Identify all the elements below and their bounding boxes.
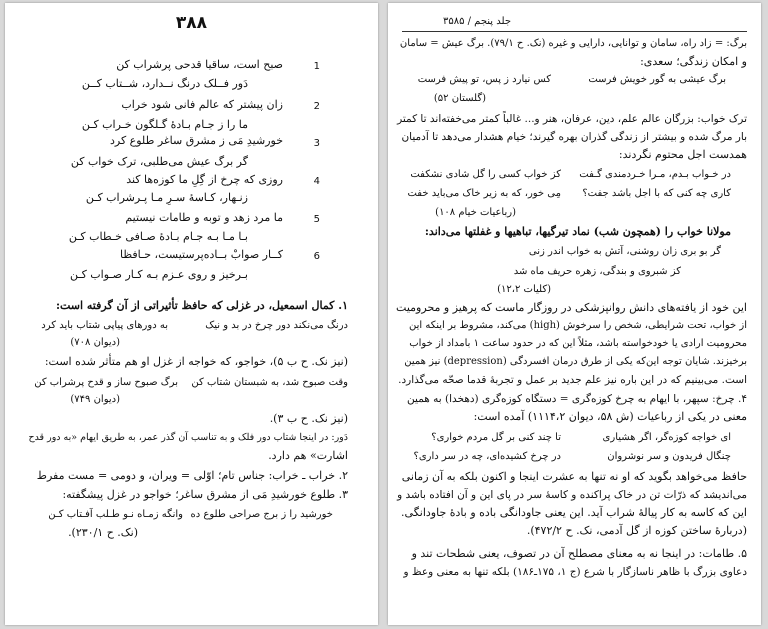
note-text: (نیز نک. ح ب ۵)، خواجو، که خواجه از غزل او هم متأثر شده است: — [44, 355, 348, 368]
paragraph-line: همدست اجل محتوم نگردند: — [618, 148, 747, 161]
source-citation: (گلستان ۵۲) — [433, 93, 486, 104]
source-citation: (رباعیات خیام ۱۰۸) — [435, 207, 516, 218]
verse-first-hemistich: صبح است، ساقیا قدحی پرشراب کن — [116, 58, 283, 71]
quoted-hemistich: مِی خور، که به زیر خاک می‌باید خفت — [407, 188, 561, 199]
source-citation: (دیوان ۷۰۸) — [70, 337, 120, 348]
note-heading: ۱. کمال اسمعیل، در غزلی که حافظ تأثیراتی از آن گرفته است: — [55, 299, 348, 312]
paragraph-line: معنی در یکی از رباعیات (ش ۵۸، دیوان ۱۱۱۴،۲) آمده است: — [473, 410, 747, 423]
paragraph-line: ترک خواب: بزرگان عالم علم، دین، عرفان، هنر و... غالباً کمتر می‌خفته‌اند تا کمتر — [397, 113, 747, 125]
paragraph-line: این خود از یافته‌های دانش روانپزشکی در روزگار ماست که پرهیز و محرومیت — [396, 301, 747, 314]
quoted-hemistich: گر بو بری زان روشنی، آتش به خواب اندر زنی — [528, 246, 721, 257]
paragraph-line: و امکان زندگی؛ سعدی: — [640, 55, 747, 68]
verse-number: 5 — [313, 214, 320, 225]
quoted-hemistich: درنگ می‌نکند دور چرخ در بد و نیک — [205, 320, 348, 331]
verse-first-hemistich: زان پیشتر که عالم فانی شود خراب — [121, 98, 283, 111]
paragraph-line: مولانا خواب را (همچون شب) نماد تیرگیها، تباهیها و غفلتها می‌داند: — [424, 225, 731, 238]
note-text: ۳. طلوع خورشیدِ مَی از مشرق ساغر؛ خواجو در غزل پیشگفته: — [62, 488, 348, 501]
paragraph-line: این که کاسه به کار پیالهٔ شراب آید. این یعنی جاودانگی باده و بادهٔ جاودانگی. — [401, 506, 747, 519]
quoted-hemistich: برگ صبوح ساز و قدح پرشراب کن — [34, 377, 178, 388]
quoted-hemistich: چنگال فریدون و سر نوشروان — [607, 451, 731, 462]
quoted-hemistich: برگ عیشی به گور خویش فرست — [588, 74, 726, 85]
verse-second-hemistich: زنـهار، کـاسهٔ سـرِ مـا پـرشراب کـن — [85, 191, 248, 204]
verse-first-hemistich: کــار صوابْ بــاده‌پرستیست، حـافظا — [120, 248, 283, 261]
note-text: دَور: در اینجا شتاب دور فلک و به تناسب آن گذر عمر، به طریق ایهام «به دور قدح — [28, 432, 348, 443]
paragraph-line: محرومیت ارادی یا خودخواسته باشد، مثلاً این که در حدود ساعت ۱ بامداد از خواب — [409, 338, 747, 349]
quoted-hemistich: وقت صبوح شد، به شبستان شتاب کن — [191, 377, 348, 388]
quoted-hemistich: کز خواب کسی را گل شادی نشکفت — [410, 169, 561, 180]
verse-number: 4 — [313, 176, 320, 187]
verse-first-hemistich: روزی که چرخ از گِلِ ما کوزه‌ها کند — [126, 173, 283, 186]
paragraph-line: برخیزند. شایان توجه این‌که یکی از طرق درمان افسردگی (depression) نیز همین — [404, 356, 747, 367]
header-rule — [402, 31, 747, 32]
paragraph-line: ۵. طامات: در اینجا نه به معنای مصطلح آن در تصوف، یعنی شطحات تند و — [411, 547, 747, 560]
paragraph-line: می‌اندیشد که ذرّات تن در خاک پراکنده و کاسهٔ سر در پای این و آن افتاده باشد و — [397, 489, 747, 501]
verse-number: 6 — [313, 251, 320, 262]
quoted-hemistich: تا چند کنی بر گل مردم خواری؟ — [431, 432, 561, 443]
quoted-hemistich: در چرخ کشیده‌ای، چه در سر داری؟ — [413, 451, 561, 462]
verse-second-hemistich: بـا مـا بـه جـام بـادهٔ صـافی خـطاب کـن — [68, 230, 248, 243]
note-text: ۲. خراب ـ خراب: جناس تام؛ اوّلی = ویران، و دومی = مست مفرط — [36, 469, 348, 482]
verse-number: 1 — [313, 61, 320, 72]
quoted-hemistich: در خـواب بـدم، مـرا خـردمندی گـفت — [579, 169, 731, 180]
verse-second-hemistich: گر برگ عیش می‌طلبی، ترک خواب کن — [70, 155, 248, 168]
paragraph-line: از خواب، تحت شرایطی، شخص را سرخوش (high) می‌کند، مشروط بر اینکه این — [409, 320, 747, 331]
note-text: (نیز نک. ح ب ۳). — [269, 412, 348, 425]
paragraph-line: برگ: = زاد راه، سامان و توانایی، دارایی و غیره (نک. ح ۷۹/۱). برگ عیش = سامان — [399, 38, 747, 49]
paragraph-line: دعاوی بزرگ با ظاهر ناسازگار با شرع (ج ۱، ۱۷۵ـ۱۸۶) بلکه تنها به معنی وعظ و — [403, 566, 747, 578]
quoted-hemistich: ای خواجه کوزه‌گر، اگر هشیاری — [602, 432, 731, 443]
verse-first-hemistich: خورشیدِ مَی ز مشرق ساغر طلوع کرد — [109, 134, 283, 147]
source-citation: (نک. ح ۲۳۰/۱). — [68, 526, 138, 539]
left-page — [5, 3, 378, 625]
verse-second-hemistich: ما را ز جـام بـادهٔ گـلگون خـراب کـن — [81, 118, 248, 131]
verse-first-hemistich: ما مرد زهد و توبه و طامات نیستیم — [125, 211, 283, 224]
paragraph-line: حافظ می‌خواهد بگوید که او نه تنها به عشرت اینجا و اکنون بلکه به آن زمانی — [401, 470, 747, 483]
quoted-hemistich: کاری چه کنی که با اجل باشد جفت؟ — [582, 188, 731, 199]
paragraph-line: ۴. چرخ: سپهر، با ایهام به چرخ کوزه‌گری = دستگاه کوزه‌گری (دهخدا) به همین — [407, 393, 747, 405]
page-number: ۳۸۸ — [175, 13, 208, 33]
quoted-hemistich: کز شبروی و بندگی، زهره حریف ماه شد — [513, 266, 681, 277]
note-text: اشارت» هم دارد. — [268, 449, 348, 462]
paragraph-line: (دربارهٔ ساختن کوزه از گل آدمی، نک. ح ۴۷۲/۲). — [526, 524, 747, 537]
source-citation: (دیوان ۷۴۹) — [70, 394, 120, 405]
quoted-hemistich: وانگه زمـاه نـو طـلب آفـتاب کـن — [48, 509, 183, 520]
source-citation: (کلیات ۱۲،۲) — [497, 284, 551, 295]
verse-number: 2 — [313, 101, 320, 112]
quoted-hemistich: خورشید را ز برج صراحی طلوع ده — [190, 509, 333, 520]
paragraph-line: بار مرگ شده و بیشتر از زندگی گذران بهره گیرند؛ خیام هشدار می‌دهد تا آدمیان — [401, 131, 747, 143]
quoted-hemistich: کس نیارد ز پس، تو پیش فرست — [417, 74, 551, 85]
verse-second-hemistich: بـرخیز و روی عـزم بـه کـار صـواب کـن — [69, 268, 248, 281]
right-page — [388, 3, 761, 625]
quoted-hemistich: به دورهای پیاپی شتاب باید کرد — [41, 320, 168, 331]
running-header: جلد پنجم / ۳۵۸۵ — [442, 16, 511, 27]
verse-number: 3 — [313, 138, 320, 149]
verse-second-hemistich: دَور فــلک درنگ نــدارد، شــتاب کــن — [81, 77, 248, 90]
paragraph-line: است. می‌بینیم که در این باره نیز علم جدید بر عمل و تجربهٔ قدما صحّه می‌گذارد. — [398, 374, 747, 386]
